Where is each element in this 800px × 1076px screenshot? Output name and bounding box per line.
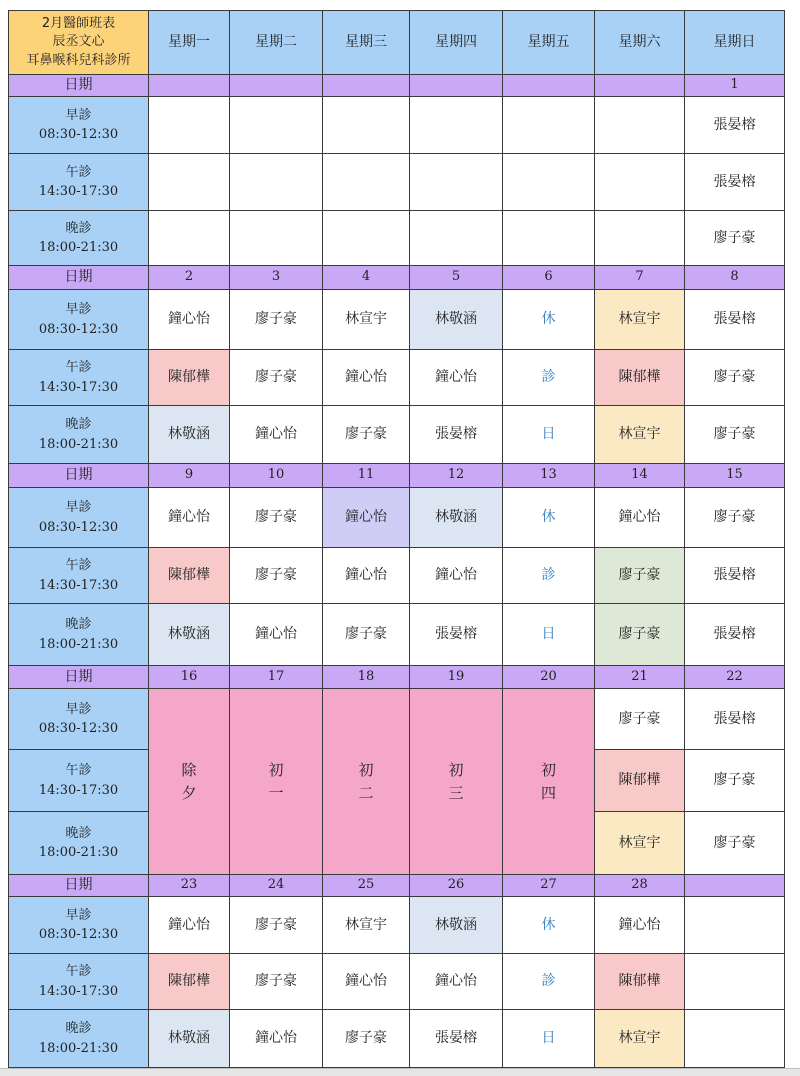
shift-name: 午診	[65, 360, 92, 375]
shift-label	[8, 688, 149, 750]
shift-time: 08:30-12:30	[38, 127, 119, 142]
doctor-cell: 林宣宇	[594, 1009, 685, 1068]
shift-time: 18:00-21:30	[38, 1040, 119, 1056]
doctor-cell: 廖子豪	[684, 749, 785, 812]
doctor-cell: 林宣宇	[594, 811, 685, 875]
doctor-cell: 林敬涵	[148, 405, 230, 464]
holiday-block: 初 一	[229, 688, 323, 875]
shift-name: 午診	[65, 558, 92, 573]
doctor-cell	[148, 153, 230, 211]
shift-time: 14:30-17:30	[38, 379, 119, 395]
rest-day-cell: 日	[502, 603, 595, 666]
doctor-cell	[322, 210, 410, 266]
shift-time: 08:30-12:30	[38, 321, 119, 337]
doctor-cell: 鐘心怡	[409, 349, 503, 406]
doctor-cell: 廖子豪	[684, 811, 785, 875]
shift-label	[8, 749, 149, 812]
weekday-header: 星期三	[322, 10, 410, 75]
date-cell: 10	[229, 463, 323, 488]
doctor-cell	[148, 210, 230, 266]
holiday-block: 除 夕	[148, 688, 230, 875]
shift-name: 早診	[65, 500, 92, 515]
weekday-header: 星期一	[148, 10, 230, 75]
doctor-cell	[684, 953, 785, 1010]
doctor-cell: 鐘心怡	[229, 603, 323, 666]
doctor-cell	[594, 153, 685, 211]
doctor-cell	[594, 96, 685, 154]
shift-time: 08:30-12:30	[38, 519, 119, 535]
weekday-header: 星期二	[229, 10, 323, 75]
doctor-cell: 鐘心怡	[229, 405, 323, 464]
rest-day-cell: 日	[502, 405, 595, 464]
doctor-cell	[229, 210, 323, 266]
date-cell: 7	[594, 265, 685, 290]
weekday-header: 星期六	[594, 10, 685, 75]
shift-time: 18:00-21:30	[38, 636, 119, 652]
shift-label	[8, 547, 149, 604]
doctor-cell: 廖子豪	[684, 405, 785, 464]
doctor-cell: 陳郁樺	[148, 953, 230, 1010]
date-cell: 25	[322, 874, 410, 897]
doctor-cell: 陳郁樺	[594, 349, 685, 406]
doctor-cell: 鐘心怡	[148, 487, 230, 548]
shift-time: 08:30-12:30	[38, 927, 119, 942]
doctor-cell	[502, 210, 595, 266]
doctor-cell: 鐘心怡	[594, 487, 685, 548]
shift-name: 早診	[65, 302, 92, 317]
doctor-cell: 廖子豪	[594, 547, 685, 604]
doctor-cell: 廖子豪	[322, 603, 410, 666]
doctor-cell	[502, 96, 595, 154]
doctor-cell: 林敬涵	[148, 603, 230, 666]
date-cell: 28	[594, 874, 685, 897]
date-cell: 11	[322, 463, 410, 488]
doctor-cell: 鐘心怡	[322, 953, 410, 1010]
holiday-block: 初 三	[409, 688, 503, 875]
shift-label	[8, 953, 149, 1010]
shift-name: 早診	[65, 107, 92, 123]
rest-day-cell: 休	[502, 896, 595, 954]
doctor-cell	[322, 96, 410, 154]
doctor-cell: 張晏榕	[684, 153, 785, 211]
doctor-cell	[409, 96, 503, 154]
date-row-label: 日期	[8, 265, 149, 290]
date-cell: 22	[684, 665, 785, 689]
date-cell: 4	[322, 265, 410, 290]
doctor-cell	[594, 210, 685, 266]
shift-time: 14:30-17:30	[38, 782, 119, 798]
holiday-block: 初 二	[322, 688, 410, 875]
doctor-cell	[409, 153, 503, 211]
date-cell: 6	[502, 265, 595, 290]
date-row-label: 日期	[8, 463, 149, 488]
shift-label	[8, 349, 149, 406]
doctor-cell: 林宣宇	[594, 289, 685, 350]
shift-name: 晚診	[65, 1021, 92, 1036]
doctor-cell: 廖子豪	[594, 688, 685, 750]
shift-time: 14:30-17:30	[38, 577, 119, 593]
doctor-cell	[322, 153, 410, 211]
date-cell: 16	[148, 665, 230, 689]
date-cell: 14	[594, 463, 685, 488]
shift-label	[8, 96, 149, 154]
date-cell	[322, 74, 410, 97]
doctor-cell: 張晏榕	[684, 688, 785, 750]
date-cell	[409, 74, 503, 97]
doctor-cell	[502, 153, 595, 211]
shift-name: 午診	[65, 763, 92, 778]
doctor-cell: 廖子豪	[229, 547, 323, 604]
date-cell: 9	[148, 463, 230, 488]
date-row-label: 日期	[8, 874, 149, 897]
date-row-label: 日期	[8, 665, 149, 689]
doctor-cell: 鐘心怡	[594, 896, 685, 954]
date-cell	[229, 74, 323, 97]
shift-time: 18:00-21:30	[38, 240, 119, 255]
doctor-cell	[684, 1009, 785, 1068]
rest-day-cell: 休	[502, 487, 595, 548]
shift-label	[8, 1009, 149, 1068]
doctor-cell: 張晏榕	[409, 1009, 503, 1068]
doctor-cell: 鐘心怡	[148, 289, 230, 350]
shift-name: 午診	[65, 164, 92, 180]
doctor-cell: 廖子豪	[229, 349, 323, 406]
shift-label	[8, 487, 149, 548]
doctor-cell: 林宣宇	[594, 405, 685, 464]
date-cell: 21	[594, 665, 685, 689]
date-cell: 5	[409, 265, 503, 290]
shift-time: 14:30-17:30	[38, 983, 119, 999]
doctor-cell	[148, 96, 230, 154]
date-cell: 18	[322, 665, 410, 689]
doctor-cell: 廖子豪	[229, 896, 323, 954]
date-cell: 3	[229, 265, 323, 290]
weekday-header: 星期日	[684, 10, 785, 75]
doctor-cell: 鐘心怡	[409, 547, 503, 604]
doctor-cell: 鐘心怡	[322, 487, 410, 548]
shift-label	[8, 603, 149, 666]
shift-label	[8, 289, 149, 350]
doctor-cell	[409, 210, 503, 266]
doctor-cell: 陳郁樺	[148, 547, 230, 604]
date-cell	[594, 74, 685, 97]
doctor-cell	[229, 153, 323, 211]
weekday-header: 星期五	[502, 10, 595, 75]
holiday-block: 初 四	[502, 688, 595, 875]
doctor-cell: 廖子豪	[229, 487, 323, 548]
doctor-cell: 林敬涵	[409, 896, 503, 954]
shift-name: 早診	[65, 701, 92, 717]
date-cell: 24	[229, 874, 323, 897]
shift-name: 早診	[65, 907, 92, 923]
date-cell: 8	[684, 265, 785, 290]
shift-name: 晚診	[65, 220, 92, 236]
doctor-cell: 鐘心怡	[148, 896, 230, 954]
rest-day-cell: 診	[502, 547, 595, 604]
date-cell: 15	[684, 463, 785, 488]
doctor-cell: 廖子豪	[322, 1009, 410, 1068]
doctor-cell: 陳郁樺	[594, 953, 685, 1010]
shift-name: 晚診	[65, 417, 92, 432]
date-cell: 27	[502, 874, 595, 897]
rest-day-cell: 診	[502, 953, 595, 1010]
doctor-cell: 林宣宇	[322, 896, 410, 954]
date-cell: 12	[409, 463, 503, 488]
doctor-cell: 林敬涵	[409, 289, 503, 350]
shift-name: 晚診	[65, 825, 92, 841]
date-cell: 19	[409, 665, 503, 689]
shift-time: 08:30-12:30	[38, 721, 119, 736]
shift-time: 18:00-21:30	[38, 436, 119, 452]
doctor-cell: 廖子豪	[684, 487, 785, 548]
date-cell	[502, 74, 595, 97]
doctor-cell: 廖子豪	[322, 405, 410, 464]
date-cell: 23	[148, 874, 230, 897]
doctor-cell: 陳郁樺	[148, 349, 230, 406]
schedule-title: 2月醫師班表 辰丞文心 耳鼻喉科兒科診所	[8, 10, 149, 75]
shift-label	[8, 811, 149, 875]
doctor-cell: 廖子豪	[229, 953, 323, 1010]
doctor-cell: 張晏榕	[409, 603, 503, 666]
date-cell: 2	[148, 265, 230, 290]
shift-name: 晚診	[65, 617, 92, 632]
doctor-cell: 林宣宇	[322, 289, 410, 350]
shift-label	[8, 210, 149, 266]
date-cell: 26	[409, 874, 503, 897]
shift-name: 午診	[65, 964, 92, 979]
date-cell	[148, 74, 230, 97]
doctor-cell	[684, 896, 785, 954]
rest-day-cell: 診	[502, 349, 595, 406]
doctor-cell	[229, 96, 323, 154]
date-cell: 17	[229, 665, 323, 689]
doctor-cell: 廖子豪	[229, 289, 323, 350]
doctor-cell: 鐘心怡	[409, 953, 503, 1010]
doctor-cell: 廖子豪	[684, 210, 785, 266]
date-cell: 1	[684, 74, 785, 97]
doctor-cell: 林敬涵	[148, 1009, 230, 1068]
shift-label	[8, 896, 149, 954]
doctor-cell: 林敬涵	[409, 487, 503, 548]
doctor-cell: 廖子豪	[684, 349, 785, 406]
rest-day-cell: 休	[502, 289, 595, 350]
doctor-cell: 廖子豪	[594, 603, 685, 666]
doctor-cell: 張晏榕	[684, 603, 785, 666]
doctor-cell: 鐘心怡	[322, 349, 410, 406]
doctor-cell: 張晏榕	[409, 405, 503, 464]
shift-time: 14:30-17:30	[38, 184, 119, 199]
date-cell: 20	[502, 665, 595, 689]
doctor-cell: 陳郁樺	[594, 749, 685, 812]
rest-day-cell: 日	[502, 1009, 595, 1068]
shift-label	[8, 405, 149, 464]
shift-label	[8, 153, 149, 211]
doctor-cell: 張晏榕	[684, 96, 785, 154]
date-cell: 13	[502, 463, 595, 488]
doctor-cell: 鐘心怡	[322, 547, 410, 604]
doctor-cell: 張晏榕	[684, 547, 785, 604]
shift-time: 18:00-21:30	[38, 845, 119, 860]
date-cell	[684, 874, 785, 897]
date-row-label: 日期	[8, 74, 149, 97]
doctor-cell: 鐘心怡	[229, 1009, 323, 1068]
weekday-header: 星期四	[409, 10, 503, 75]
doctor-cell: 張晏榕	[684, 289, 785, 350]
